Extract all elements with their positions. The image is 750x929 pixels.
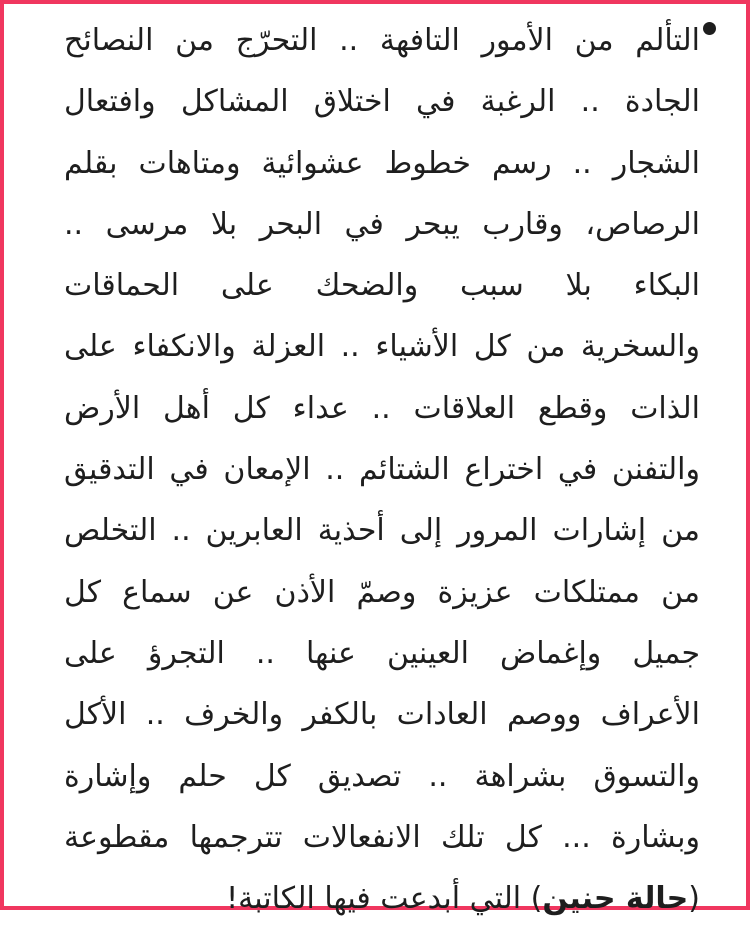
text-line: الرصاص، وقارب يبحر في البحر بلا مرسى .. bbox=[64, 206, 700, 242]
text-line: التألم من الأمور التافهة .. التحرّج من النصائح bbox=[64, 23, 700, 58]
last-line-rest: التي أبدعت فيها الكاتبة! bbox=[226, 881, 531, 917]
text-line: الشجار .. رسم خطوط عشوائية ومتاهات بقلم bbox=[64, 145, 700, 181]
text-line: الأعراف ووصم العادات بالكفر والخرف .. الأكل bbox=[64, 697, 700, 733]
text-line: الذات وقطع العلاقات .. عداء كل أهل الأرض bbox=[64, 390, 700, 426]
paragraph-text bbox=[64, 10, 700, 929]
text-line: البكاء بلا سبب والضحك على الحماقات bbox=[64, 268, 700, 304]
text-line: من إشارات المرور إلى أحذية العابرين .. التخلص bbox=[64, 513, 700, 549]
bullet-icon bbox=[703, 22, 716, 35]
open-paren: ( bbox=[688, 881, 700, 917]
last-text-line bbox=[64, 868, 700, 929]
text-line: جميل وإغماض العينين عنها .. التجرؤ على bbox=[64, 635, 700, 671]
text-line: من ممتلكات عزيزة وصمّ الأذن عن سماع كل bbox=[64, 574, 700, 610]
text-line: والتسوق بشراهة .. تصديق كل حلم وإشارة bbox=[64, 758, 700, 794]
text-line: والتفنن في اختراع الشتائم .. الإمعان في التدقيق bbox=[64, 452, 700, 488]
text-line: الجادة .. الرغبة في اختلاق المشاكل وافتعال bbox=[64, 84, 700, 120]
text-line: والسخرية من كل الأشياء .. العزلة والانكفاء على bbox=[64, 329, 700, 365]
text-line: وبشارة ... كل تلك الانفعالات تترجمها مقطوعة bbox=[64, 819, 700, 855]
close-paren: ) bbox=[530, 881, 543, 917]
bold-work-title: حالة حنين bbox=[542, 881, 689, 917]
